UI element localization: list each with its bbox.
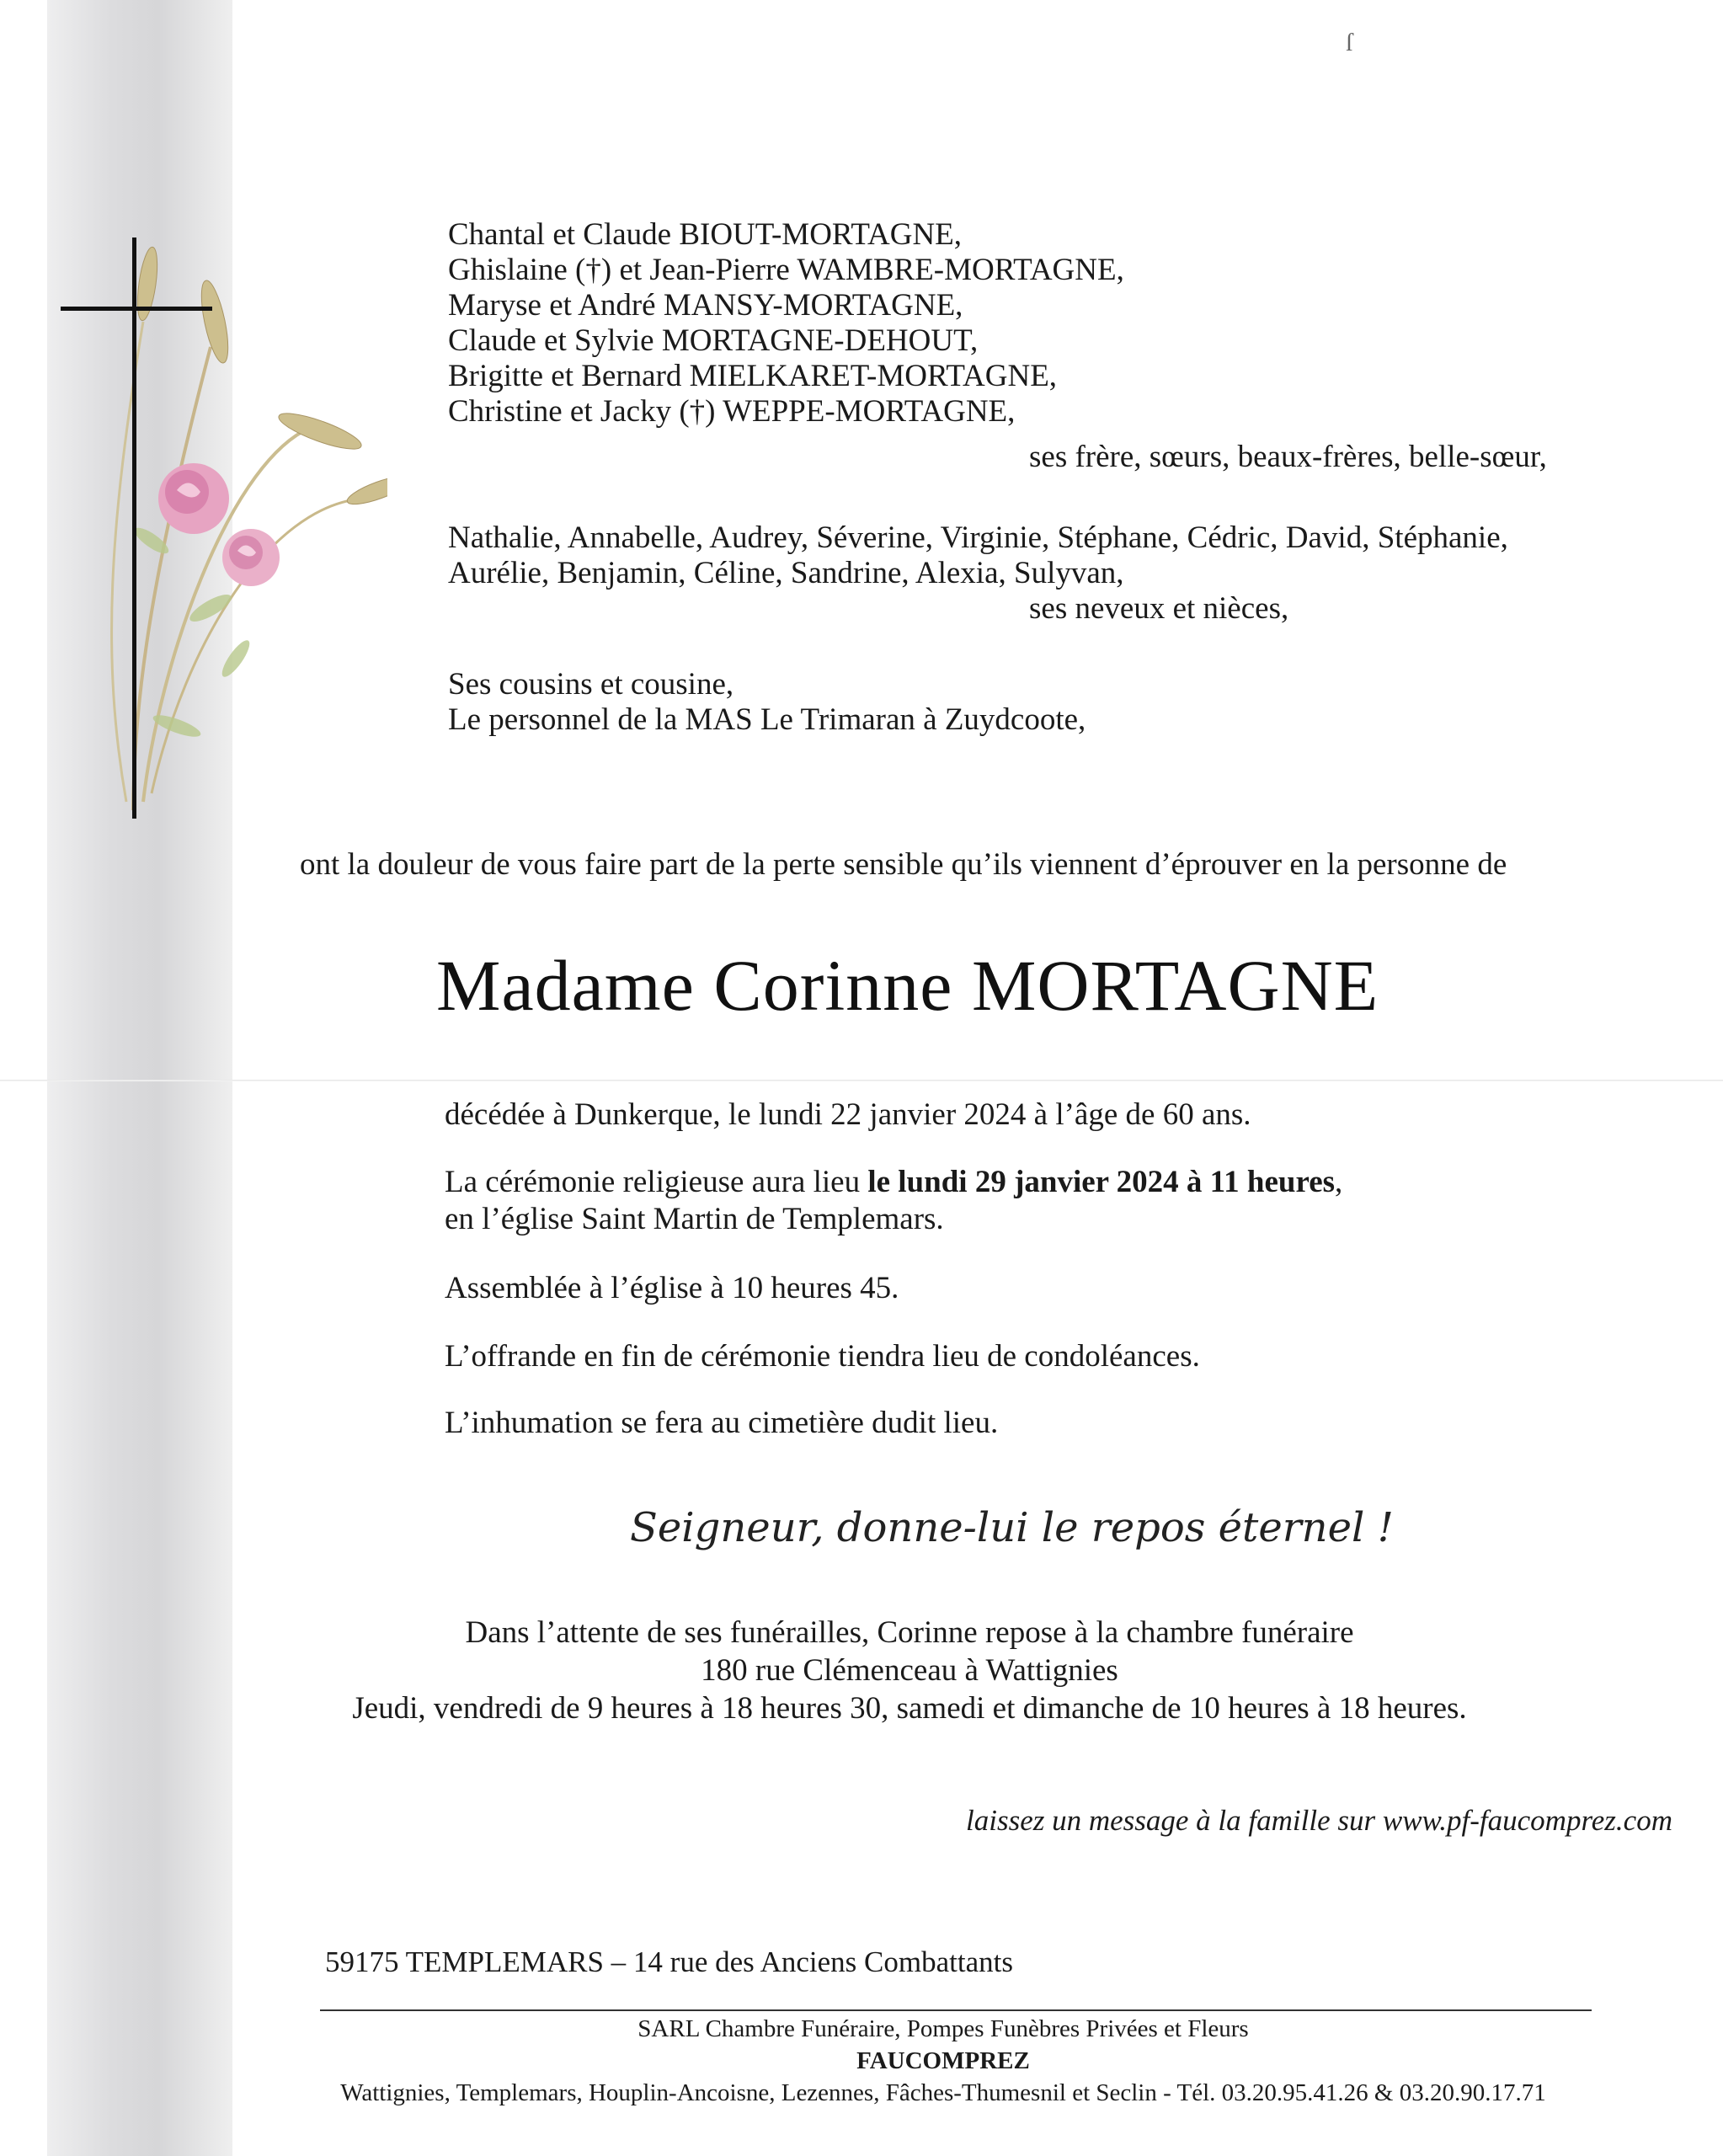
footer-line-1 [253, 2013, 1634, 2077]
staff-line: Le personnel de la MAS Le Trimaran à Zuydcoote, [448, 702, 1086, 737]
sibling-line: Maryse et André MANSY-MORTAGNE, [448, 288, 963, 323]
nephews-relation: ses neveux et nièces, [1029, 591, 1289, 626]
footer-brand: FAUCOMPREZ [856, 2047, 1030, 2074]
ceremony-suffix: , [1335, 1165, 1343, 1199]
footer-line-2: Wattignies, Templemars, Houplin-Ancoisne, Lezennes, Fâches-Thumesnil et Seclin - Tél. 03.20.95.41.26 & 03.20.90.17.71 [340, 2079, 1546, 2106]
website-message: laissez un message à la famille sur www.pf-faucomprez.com [966, 1804, 1672, 1837]
sibling-line: Christine et Jacky (†) WEPPE-MORTAGNE, [448, 394, 1016, 429]
ceremony-info [445, 1164, 1342, 1238]
other-relatives [448, 667, 1086, 738]
church-line: en l’église Saint Martin de Templemars. [445, 1202, 944, 1236]
ceremony-prefix: La cérémonie religieuse aura lieu [445, 1165, 868, 1199]
nephews-list [448, 520, 1508, 627]
assembly-line: Assemblée à l’église à 10 heures 45. [445, 1271, 899, 1305]
prayer-line: Seigneur, donne-lui le repos éternel ! [630, 1504, 1394, 1551]
footer-company: SARL Chambre Funéraire, Pompes Funèbres Privées et Fleurs [637, 2015, 1249, 2042]
fold-line [0, 1080, 1723, 1081]
siblings-relation: ses frère, sœurs, beaux-frères, belle-sœur, [1029, 440, 1547, 474]
footer [253, 2013, 1634, 2109]
nephews-line: Nathalie, Annabelle, Audrey, Séverine, Virginie, Stéphane, Cédric, David, Stéphanie, [448, 520, 1508, 555]
cousins-line: Ses cousins et cousine, [448, 667, 734, 702]
nephews-line: Aurélie, Benjamin, Céline, Sandrine, Alexia, Sulyvan, [448, 556, 1124, 590]
death-line: décédée à Dunkerque, le lundi 22 janvier 2024 à l’âge de 60 ans. [445, 1097, 1251, 1132]
scan-mark: ſ [1346, 29, 1353, 56]
sibling-line: Claude et Sylvie MORTAGNE-DEHOUT, [448, 323, 979, 358]
deceased-name: Madame Corinne MORTAGNE [436, 945, 1379, 1026]
funeral-home-address: 59175 TEMPLEMARS – 14 rue des Anciens Combattants [325, 1945, 1013, 1978]
sibling-line: Brigitte et Bernard MIELKARET-MORTAGNE, [448, 359, 1058, 393]
sibling-line: Ghislaine (†) et Jean-Pierre WAMBRE-MORTAGNE, [448, 253, 1124, 287]
announcement-intro: ont la douleur de vous faire part de la perte sensible qu’ils viennent d’éprouver en la personne de [300, 847, 1507, 882]
offering-line: L’offrande en fin de cérémonie tiendra lieu de condoléances. [445, 1339, 1200, 1374]
cross-with-roses-and-wheat-icon [51, 221, 387, 819]
wake-info [253, 1614, 1566, 1727]
wake-line-2: 180 rue Clémenceau à Wattignies [701, 1653, 1118, 1688]
ceremony-date: le lundi 29 janvier 2024 à 11 heures [867, 1165, 1336, 1199]
sibling-line: Chantal et Claude BIOUT-MORTAGNE, [448, 217, 963, 252]
wake-line-3: Jeudi, vendredi de 9 heures à 18 heures 30, samedi et dimanche de 10 heures à 18 heures. [352, 1691, 1467, 1726]
footer-divider [320, 2009, 1592, 2011]
burial-line: L’inhumation se fera au cimetière dudit lieu. [445, 1406, 999, 1440]
wake-line-1: Dans l’attente de ses funérailles, Corinne repose à la chambre funéraire [465, 1615, 1354, 1650]
siblings-list [448, 217, 1547, 475]
